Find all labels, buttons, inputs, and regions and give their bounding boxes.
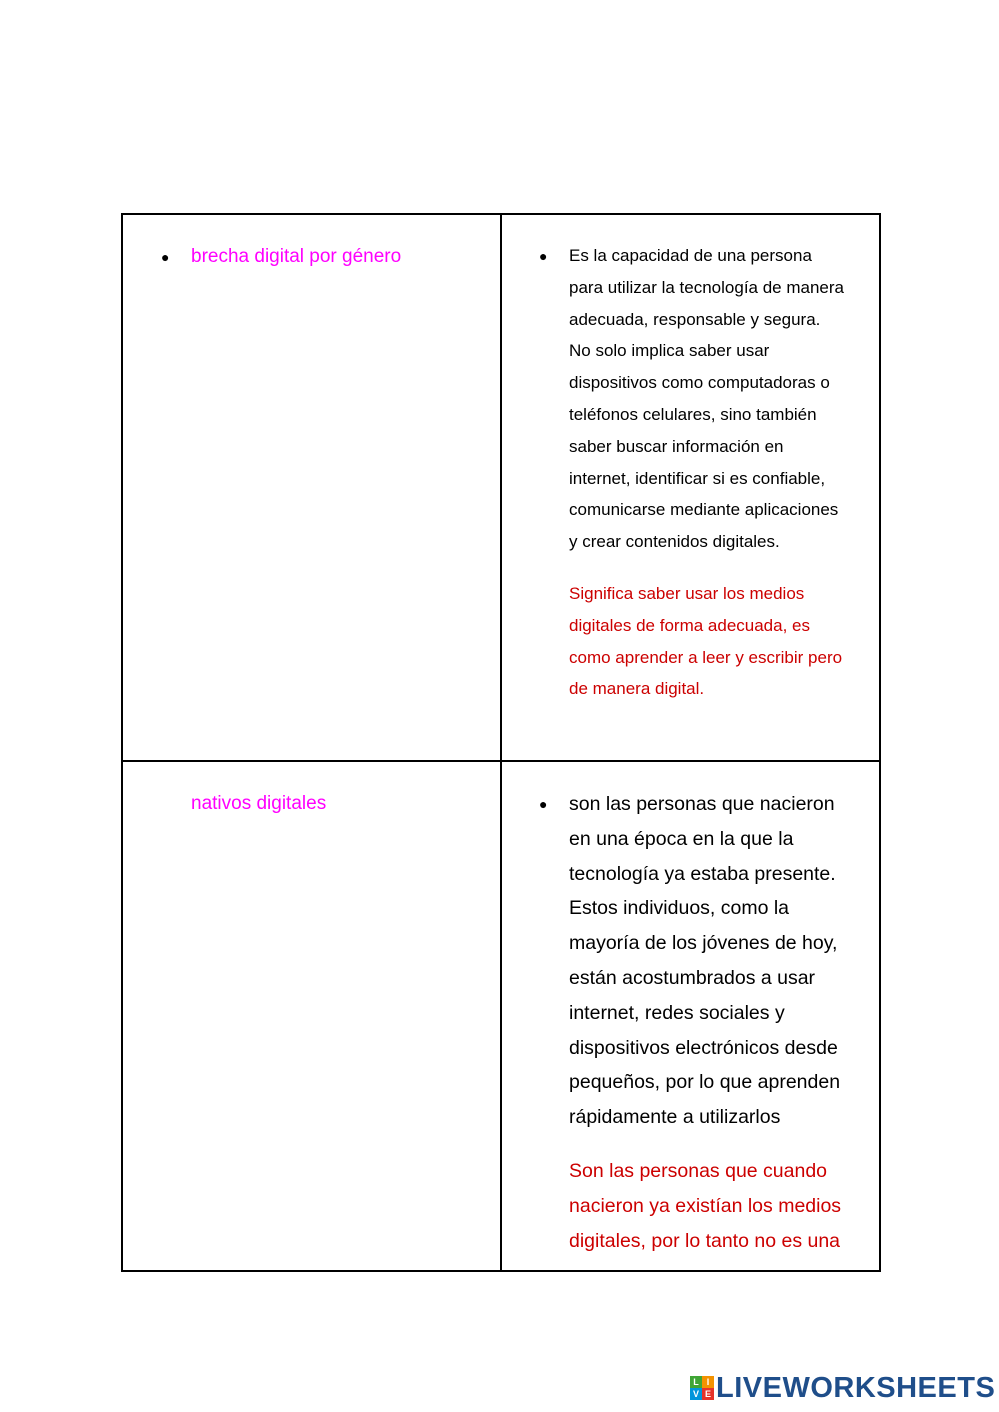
definition-line: para utilizar la tecnología de manera [569, 277, 844, 297]
term-cell [122, 214, 501, 761]
definition-cell [501, 761, 880, 1271]
term-label: nativos digitales [191, 793, 327, 814]
definition-cell [501, 214, 880, 761]
logo-letter: I [702, 1376, 714, 1388]
definition-line: teléfonos celulares, sino también [569, 404, 817, 424]
answer-line: Son las personas que cuando [569, 1160, 828, 1182]
liveworksheets-brand [690, 1372, 995, 1404]
definition-line: internet, identificar si es confiable, [569, 468, 826, 488]
definition-line: Estos individuos, como la [569, 897, 790, 920]
definition-line: No solo implica saber usar [569, 341, 770, 361]
answer-line: como aprender a leer y escribir pero [569, 647, 843, 667]
answer-line: digitales, por lo tanto no es una [569, 1229, 841, 1252]
liveworksheets-logo-icon [690, 1376, 714, 1400]
bullet-icon: ● [539, 248, 548, 264]
table-row [122, 214, 880, 761]
definition-line: internet, redes sociales y [569, 1001, 785, 1024]
term-label: brecha digital por género [191, 246, 402, 267]
definition-line: dispositivos como computadoras o [569, 373, 830, 393]
answer-text [569, 1154, 871, 1258]
term-cell [122, 761, 501, 1271]
definition-text [569, 240, 871, 558]
bullet-icon: ● [161, 249, 170, 265]
answer-line: de manera digital. [569, 679, 705, 699]
definition-line: pequeños, por lo que aprenden [569, 1071, 841, 1094]
definition-line: dispositivos electrónicos desde [569, 1036, 838, 1059]
logo-letter: V [690, 1388, 702, 1400]
definition-line: y crear contenidos digitales. [569, 532, 780, 552]
table-row [122, 761, 880, 1271]
definition-line: rápidamente a utilizarlos [569, 1106, 781, 1129]
definition-line: comunicarse mediante aplicaciones [569, 500, 839, 520]
answer-line: nacieron ya existían los medios [569, 1194, 842, 1217]
answer-line: digitales de forma adecuada, es [569, 615, 810, 635]
logo-letter: L [690, 1376, 702, 1388]
brand-name: LIVEWORKSHEETS [716, 1371, 996, 1404]
definition-line: en una época en la que la [569, 827, 794, 850]
definition-line: Es la capacidad de una persona [569, 246, 812, 265]
definition-line: adecuada, responsable y segura. [569, 309, 821, 329]
bullet-icon: ● [539, 796, 548, 812]
answer-line: Significa saber usar los medios [569, 584, 805, 603]
definition-line: saber buscar información en [569, 436, 784, 456]
definition-line: son las personas que nacieron [569, 793, 835, 815]
definition-line: están acostumbrados a usar [569, 966, 816, 989]
definition-text [569, 787, 871, 1135]
answer-text [569, 578, 871, 705]
logo-letter: E [702, 1388, 714, 1400]
worksheet-table [121, 213, 881, 1272]
definition-line: mayoría de los jóvenes de hoy, [569, 932, 838, 955]
definition-line: tecnología ya estaba presente. [569, 862, 836, 885]
